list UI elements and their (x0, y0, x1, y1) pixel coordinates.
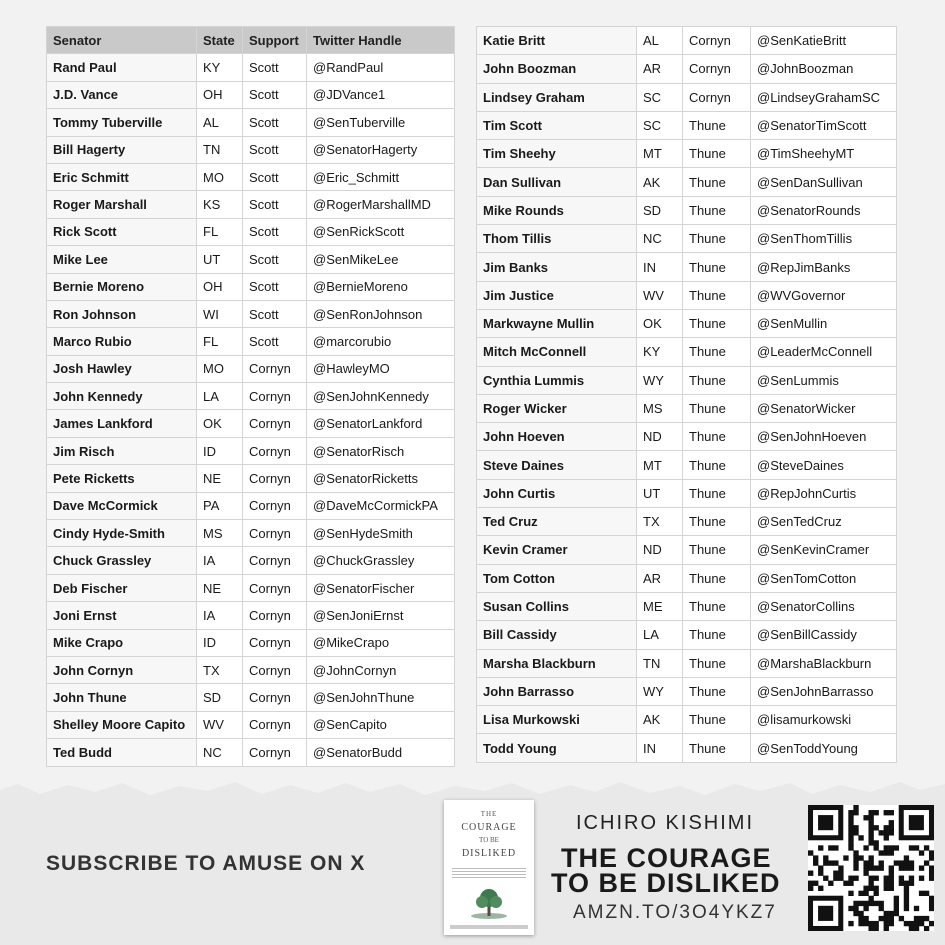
cell-senator: Dave McCormick (47, 492, 197, 519)
cell-support: Scott (243, 300, 307, 327)
header-senator: Senator (47, 27, 197, 54)
cell-support: Cornyn (243, 656, 307, 683)
cell-senator: Jim Justice (477, 281, 637, 309)
table-row (47, 465, 455, 492)
table-row (47, 191, 455, 218)
book-cover-line4: DISLIKED (461, 848, 517, 859)
cell-senator: Mike Lee (47, 246, 197, 273)
cell-senator: Katie Britt (477, 27, 637, 55)
cell-twitter-handle: @SenCapito (307, 711, 455, 738)
cell-twitter-handle: @JohnBoozman (751, 55, 897, 83)
table-row (477, 253, 897, 281)
cell-twitter-handle: @SenatorRisch (307, 437, 455, 464)
cell-twitter-handle: @SenatorBudd (307, 739, 455, 766)
cell-state: FL (197, 328, 243, 355)
cell-state: LA (197, 383, 243, 410)
cell-twitter-handle: @ChuckGrassley (307, 547, 455, 574)
table-row (47, 54, 455, 81)
cell-senator: Bill Hagerty (47, 136, 197, 163)
table-row (47, 739, 455, 766)
cell-senator: Cynthia Lummis (477, 366, 637, 394)
cell-senator: Dan Sullivan (477, 168, 637, 196)
cell-twitter-handle: @SenatorWicker (751, 394, 897, 422)
cell-twitter-handle: @SenLummis (751, 366, 897, 394)
cell-support: Thune (683, 338, 751, 366)
cell-state: AR (637, 564, 683, 592)
table-row (47, 273, 455, 300)
cell-senator: Marsha Blackburn (477, 649, 637, 677)
book-title-line2: TO BE DISLIKED (551, 868, 781, 898)
table-row (477, 423, 897, 451)
cell-senator: Tommy Tuberville (47, 109, 197, 136)
cell-support: Thune (683, 366, 751, 394)
cell-support: Cornyn (243, 355, 307, 382)
cell-twitter-handle: @SenRonJohnson (307, 300, 455, 327)
cell-state: AK (637, 168, 683, 196)
cell-twitter-handle: @SenBillCassidy (751, 621, 897, 649)
cell-state: OK (197, 410, 243, 437)
cell-support: Thune (683, 564, 751, 592)
cell-state: AR (637, 55, 683, 83)
cell-twitter-handle: @HawleyMO (307, 355, 455, 382)
book-title-line1: THE COURAGE (561, 843, 772, 873)
cell-twitter-handle: @LeaderMcConnell (751, 338, 897, 366)
cell-state: IA (197, 602, 243, 629)
table-row (47, 328, 455, 355)
cell-twitter-handle: @SenatorRicketts (307, 465, 455, 492)
cell-state: WI (197, 300, 243, 327)
cell-state: ID (197, 629, 243, 656)
cell-senator: Bernie Moreno (47, 273, 197, 300)
cell-support: Cornyn (683, 83, 751, 111)
cell-state: TN (637, 649, 683, 677)
book-cover-line3: TO BE (479, 836, 499, 844)
table-row (47, 602, 455, 629)
cell-state: KY (637, 338, 683, 366)
cell-state: SC (637, 83, 683, 111)
cell-support: Scott (243, 218, 307, 245)
cell-twitter-handle: @Eric_Schmitt (307, 163, 455, 190)
senator-table-right (476, 26, 897, 763)
cell-support: Scott (243, 273, 307, 300)
cell-senator: John Thune (47, 684, 197, 711)
cell-state: AL (637, 27, 683, 55)
cell-support: Scott (243, 81, 307, 108)
table-row (47, 520, 455, 547)
cell-state: SD (637, 196, 683, 224)
table-row (477, 706, 897, 734)
cell-twitter-handle: @WVGovernor (751, 281, 897, 309)
cell-senator: Thom Tillis (477, 225, 637, 253)
cell-twitter-handle: @SenJohnKennedy (307, 383, 455, 410)
cell-twitter-handle: @SenatorTimScott (751, 111, 897, 139)
cell-twitter-handle: @SenTomCotton (751, 564, 897, 592)
cell-twitter-handle: @SenJohnHoeven (751, 423, 897, 451)
cell-twitter-handle: @SenatorHagerty (307, 136, 455, 163)
cell-state: OK (637, 309, 683, 337)
cell-support: Cornyn (683, 55, 751, 83)
cell-senator: Cindy Hyde-Smith (47, 520, 197, 547)
cell-support: Thune (683, 734, 751, 762)
cell-senator: Lisa Murkowski (477, 706, 637, 734)
cell-state: MT (637, 451, 683, 479)
cell-senator: Mike Rounds (477, 196, 637, 224)
senator-table-left (46, 26, 455, 767)
cell-support: Thune (683, 677, 751, 705)
cell-senator: Mike Crapo (47, 629, 197, 656)
cell-twitter-handle: @RepJohnCurtis (751, 479, 897, 507)
table-row (47, 136, 455, 163)
table-row (477, 592, 897, 620)
cell-senator: Deb Fischer (47, 574, 197, 601)
cell-senator: Lindsey Graham (477, 83, 637, 111)
table-row (477, 451, 897, 479)
table-row (47, 629, 455, 656)
table-row (47, 300, 455, 327)
cell-senator: Eric Schmitt (47, 163, 197, 190)
cell-support: Thune (683, 196, 751, 224)
cell-twitter-handle: @MarshaBlackburn (751, 649, 897, 677)
table-row (477, 394, 897, 422)
book-cover (444, 800, 534, 935)
right-table-body (477, 27, 897, 763)
cell-twitter-handle: @SenJoniErnst (307, 602, 455, 629)
cell-state: SC (637, 111, 683, 139)
cell-twitter-handle: @lisamurkowski (751, 706, 897, 734)
cell-support: Thune (683, 111, 751, 139)
table-row (477, 677, 897, 705)
cell-twitter-handle: @SenatorCollins (751, 592, 897, 620)
table-row (477, 83, 897, 111)
cell-twitter-handle: @SenKatieBritt (751, 27, 897, 55)
cell-twitter-handle: @SenKevinCramer (751, 536, 897, 564)
cell-support: Cornyn (243, 574, 307, 601)
cell-twitter-handle: @SenMullin (751, 309, 897, 337)
tree-icon (469, 886, 509, 920)
header-twitter-handle: Twitter Handle (307, 27, 455, 54)
book-cover-subtitle-lines (452, 866, 526, 880)
table-header-row (47, 27, 455, 54)
cell-twitter-handle: @marcorubio (307, 328, 455, 355)
cell-twitter-handle: @SteveDaines (751, 451, 897, 479)
cell-twitter-handle: @SenThomTillis (751, 225, 897, 253)
cell-support: Cornyn (243, 383, 307, 410)
qr-code-icon[interactable] (808, 805, 934, 931)
table-row (47, 437, 455, 464)
book-author: ICHIRO KISHIMI (576, 812, 755, 834)
cell-twitter-handle: @BernieMoreno (307, 273, 455, 300)
cell-senator: Roger Marshall (47, 191, 197, 218)
cell-state: IA (197, 547, 243, 574)
cell-senator: Tom Cotton (477, 564, 637, 592)
cell-senator: Steve Daines (477, 451, 637, 479)
cell-senator: John Cornyn (47, 656, 197, 683)
cell-state: IN (637, 253, 683, 281)
cell-support: Thune (683, 253, 751, 281)
table-row (47, 547, 455, 574)
table-row (477, 55, 897, 83)
cell-senator: Ted Budd (47, 739, 197, 766)
book-cover-line1: THE (480, 810, 498, 818)
cell-support: Thune (683, 225, 751, 253)
cell-support: Thune (683, 649, 751, 677)
cell-twitter-handle: @SenHydeSmith (307, 520, 455, 547)
cell-twitter-handle: @JohnCornyn (307, 656, 455, 683)
cell-senator: Rand Paul (47, 54, 197, 81)
cell-support: Thune (683, 479, 751, 507)
cell-support: Scott (243, 328, 307, 355)
table-row (477, 168, 897, 196)
cell-senator: John Boozman (477, 55, 637, 83)
cell-support: Thune (683, 309, 751, 337)
cell-state: NC (197, 739, 243, 766)
cell-support: Cornyn (243, 520, 307, 547)
cell-support: Thune (683, 451, 751, 479)
cell-support: Thune (683, 706, 751, 734)
table-row (477, 536, 897, 564)
table-row (477, 734, 897, 762)
cell-state: KS (197, 191, 243, 218)
cell-state: FL (197, 218, 243, 245)
cell-state: WY (637, 677, 683, 705)
cell-state: ND (637, 536, 683, 564)
cell-twitter-handle: @SenJohnBarrasso (751, 677, 897, 705)
table-row (47, 355, 455, 382)
table-row (477, 196, 897, 224)
cell-state: AK (637, 706, 683, 734)
cell-senator: Marco Rubio (47, 328, 197, 355)
cell-twitter-handle: @JDVance1 (307, 81, 455, 108)
cell-state: LA (637, 621, 683, 649)
cell-twitter-handle: @SenatorFischer (307, 574, 455, 601)
table-row (477, 27, 897, 55)
cell-senator: Kevin Cramer (477, 536, 637, 564)
cell-support: Cornyn (243, 410, 307, 437)
cell-state: NE (197, 465, 243, 492)
cell-support: Scott (243, 163, 307, 190)
cell-support: Cornyn (243, 547, 307, 574)
cell-senator: Jim Risch (47, 437, 197, 464)
cell-senator: Ted Cruz (477, 508, 637, 536)
table-row (477, 338, 897, 366)
cell-support: Cornyn (243, 711, 307, 738)
cell-support: Thune (683, 140, 751, 168)
cell-twitter-handle: @LindseyGrahamSC (751, 83, 897, 111)
cell-support: Thune (683, 168, 751, 196)
cell-support: Cornyn (243, 465, 307, 492)
cell-senator: Josh Hawley (47, 355, 197, 382)
table-row (47, 684, 455, 711)
cell-state: ID (197, 437, 243, 464)
table-row (477, 564, 897, 592)
header-state: State (197, 27, 243, 54)
cell-twitter-handle: @SenMikeLee (307, 246, 455, 273)
cell-twitter-handle: @TimSheehyMT (751, 140, 897, 168)
cell-state: AL (197, 109, 243, 136)
table-row (47, 246, 455, 273)
cell-senator: Joni Ernst (47, 602, 197, 629)
table-row (47, 383, 455, 410)
table-row (47, 492, 455, 519)
table-row (477, 366, 897, 394)
cell-senator: James Lankford (47, 410, 197, 437)
table-row (47, 711, 455, 738)
cell-support: Cornyn (243, 684, 307, 711)
cell-state: IN (637, 734, 683, 762)
cell-state: WY (637, 366, 683, 394)
table-row (477, 621, 897, 649)
cell-state: NE (197, 574, 243, 601)
cell-senator: John Curtis (477, 479, 637, 507)
cell-state: WV (197, 711, 243, 738)
cell-support: Thune (683, 394, 751, 422)
cell-senator: Ron Johnson (47, 300, 197, 327)
cell-twitter-handle: @SenToddYoung (751, 734, 897, 762)
cell-state: MT (637, 140, 683, 168)
table-row (477, 479, 897, 507)
cell-state: TN (197, 136, 243, 163)
book-cover-author-line (450, 925, 528, 929)
cell-senator: John Kennedy (47, 383, 197, 410)
cell-support: Cornyn (243, 492, 307, 519)
cell-state: MO (197, 163, 243, 190)
cell-twitter-handle: @DaveMcCormickPA (307, 492, 455, 519)
table-row (47, 410, 455, 437)
cell-support: Cornyn (243, 739, 307, 766)
cell-senator: J.D. Vance (47, 81, 197, 108)
table-row (47, 163, 455, 190)
cell-state: SD (197, 684, 243, 711)
cell-twitter-handle: @SenDanSullivan (751, 168, 897, 196)
cell-senator: Jim Banks (477, 253, 637, 281)
cell-twitter-handle: @SenJohnThune (307, 684, 455, 711)
cell-support: Thune (683, 281, 751, 309)
cell-state: WV (637, 281, 683, 309)
cell-twitter-handle: @SenTedCruz (751, 508, 897, 536)
cell-state: MS (197, 520, 243, 547)
cell-senator: Chuck Grassley (47, 547, 197, 574)
cell-senator: Mitch McConnell (477, 338, 637, 366)
cell-support: Thune (683, 536, 751, 564)
cell-senator: Pete Ricketts (47, 465, 197, 492)
cell-state: NC (637, 225, 683, 253)
table-row (477, 649, 897, 677)
table-row (47, 218, 455, 245)
cell-support: Scott (243, 136, 307, 163)
cell-twitter-handle: @MikeCrapo (307, 629, 455, 656)
subscribe-text: SUBSCRIBE TO AMUSE ON X (46, 852, 366, 875)
cell-twitter-handle: @SenatorRounds (751, 196, 897, 224)
cell-state: UT (197, 246, 243, 273)
cell-state: OH (197, 273, 243, 300)
table-row (47, 109, 455, 136)
cell-senator: Susan Collins (477, 592, 637, 620)
cell-senator: Rick Scott (47, 218, 197, 245)
cell-twitter-handle: @SenatorLankford (307, 410, 455, 437)
header-support: Support (243, 27, 307, 54)
cell-state: KY (197, 54, 243, 81)
cell-state: ME (637, 592, 683, 620)
cell-senator: Tim Sheehy (477, 140, 637, 168)
cell-state: PA (197, 492, 243, 519)
book-link[interactable]: AMZN.TO/3O4YKZ7 (573, 902, 777, 923)
left-table-body (47, 54, 455, 766)
cell-state: MS (637, 394, 683, 422)
cell-state: TX (197, 656, 243, 683)
table-row (47, 574, 455, 601)
cell-twitter-handle: @RepJimBanks (751, 253, 897, 281)
table-row (47, 656, 455, 683)
book-cover-line2: COURAGE (461, 822, 517, 833)
cell-senator: John Barrasso (477, 677, 637, 705)
cell-senator: Shelley Moore Capito (47, 711, 197, 738)
table-row (477, 225, 897, 253)
cell-support: Cornyn (243, 602, 307, 629)
cell-twitter-handle: @SenRickScott (307, 218, 455, 245)
cell-twitter-handle: @RandPaul (307, 54, 455, 81)
cell-state: ND (637, 423, 683, 451)
cell-state: MO (197, 355, 243, 382)
cell-state: UT (637, 479, 683, 507)
cell-support: Scott (243, 54, 307, 81)
cell-support: Cornyn (683, 27, 751, 55)
table-row (477, 111, 897, 139)
cell-twitter-handle: @RogerMarshallMD (307, 191, 455, 218)
cell-support: Thune (683, 423, 751, 451)
cell-senator: Bill Cassidy (477, 621, 637, 649)
cell-senator: John Hoeven (477, 423, 637, 451)
cell-support: Thune (683, 508, 751, 536)
table-row (477, 309, 897, 337)
cell-support: Scott (243, 109, 307, 136)
table-row (477, 508, 897, 536)
table-row (477, 140, 897, 168)
cell-state: OH (197, 81, 243, 108)
cell-support: Cornyn (243, 629, 307, 656)
cell-support: Cornyn (243, 437, 307, 464)
table-row (477, 281, 897, 309)
table-row (47, 81, 455, 108)
cell-support: Thune (683, 621, 751, 649)
cell-support: Scott (243, 246, 307, 273)
cell-state: TX (637, 508, 683, 536)
cell-senator: Tim Scott (477, 111, 637, 139)
cell-twitter-handle: @SenTuberville (307, 109, 455, 136)
cell-senator: Todd Young (477, 734, 637, 762)
cell-support: Scott (243, 191, 307, 218)
cell-senator: Roger Wicker (477, 394, 637, 422)
cell-support: Thune (683, 592, 751, 620)
cell-senator: Markwayne Mullin (477, 309, 637, 337)
